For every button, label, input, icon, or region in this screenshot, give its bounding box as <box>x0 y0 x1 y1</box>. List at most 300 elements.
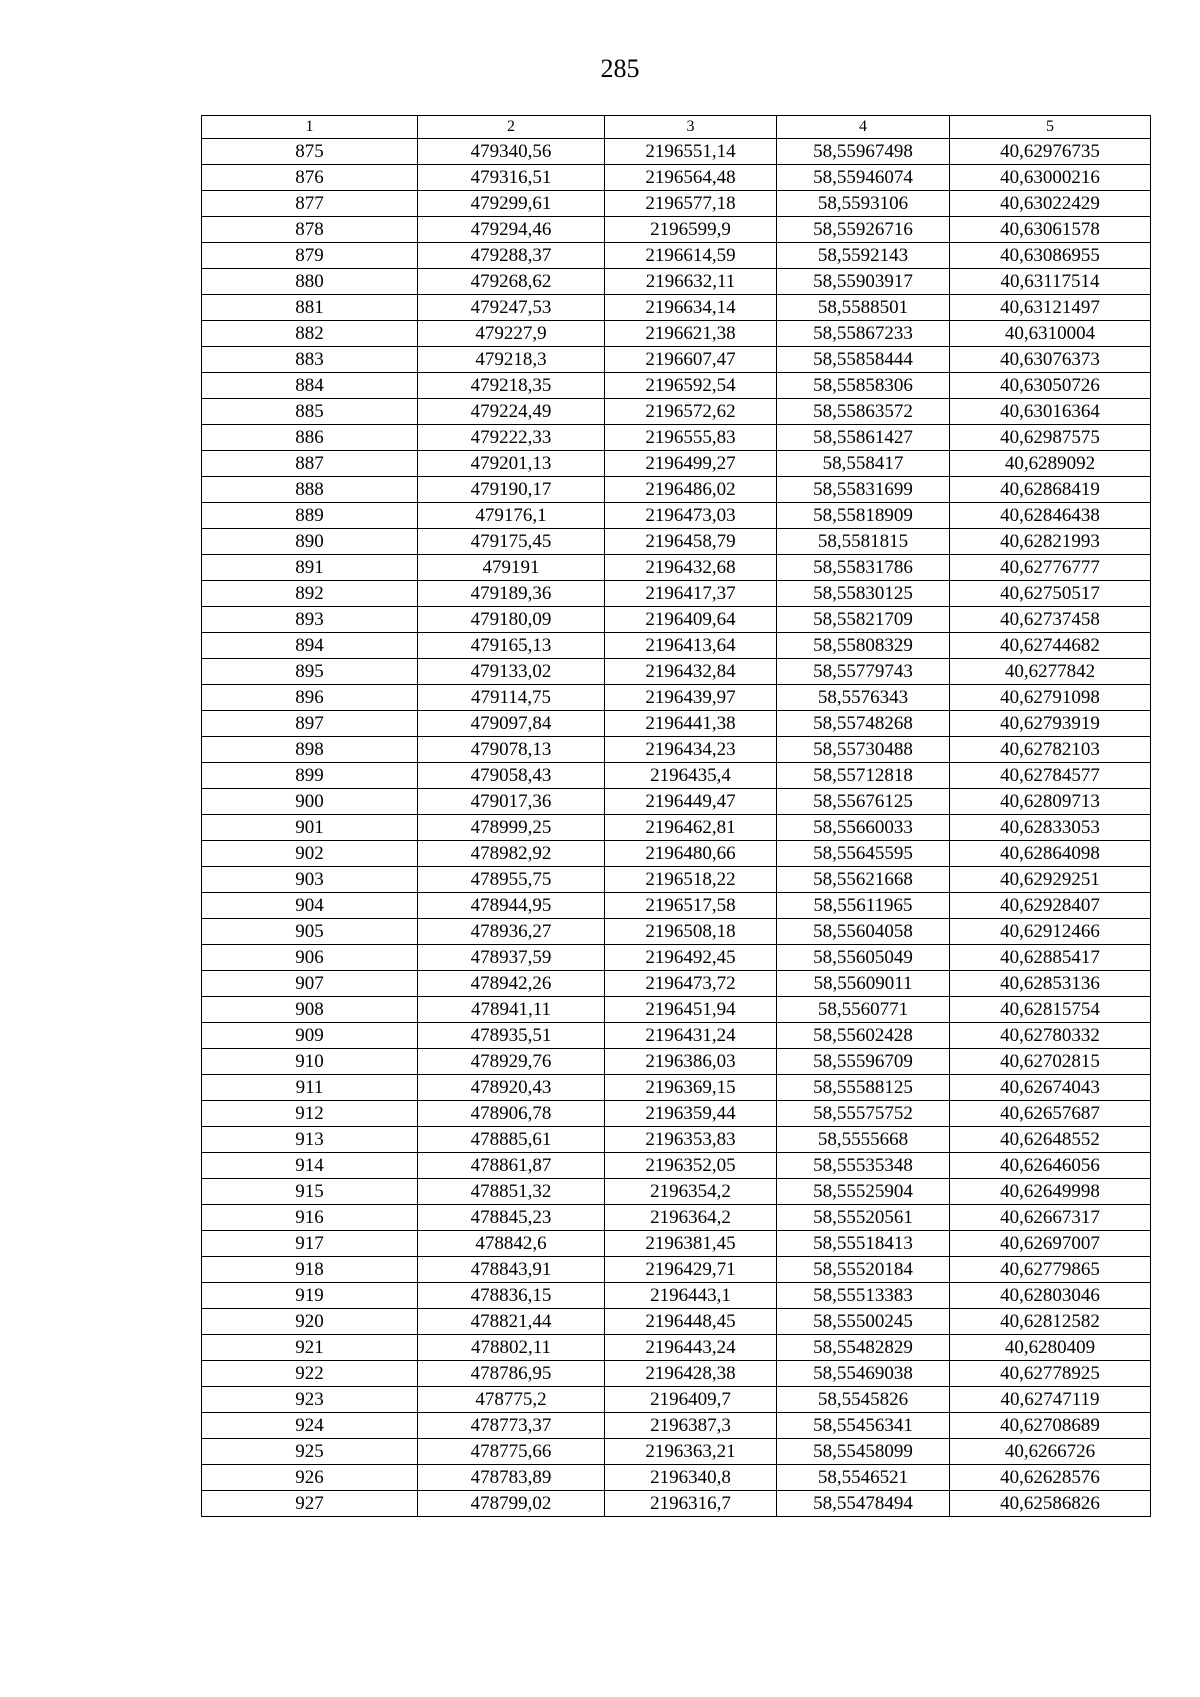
table-cell-col-2: 479114,75 <box>418 685 605 711</box>
column-header-5: 5 <box>950 116 1151 139</box>
table-cell-col-1: 919 <box>202 1283 418 1309</box>
table-cell-col-4: 58,55605049 <box>777 945 950 971</box>
table-cell-col-2: 479316,51 <box>418 165 605 191</box>
table-cell-col-2: 479180,09 <box>418 607 605 633</box>
table-row <box>202 295 1151 321</box>
table-cell-col-5: 40,62744682 <box>950 633 1151 659</box>
table-cell-col-1: 902 <box>202 841 418 867</box>
table-cell-col-3: 2196517,58 <box>605 893 777 919</box>
table-cell-col-2: 479224,49 <box>418 399 605 425</box>
table-cell-col-3: 2196316,7 <box>605 1491 777 1517</box>
table-cell-col-1: 905 <box>202 919 418 945</box>
table-cell-col-5: 40,62648552 <box>950 1127 1151 1153</box>
table-cell-col-5: 40,6266726 <box>950 1439 1151 1465</box>
table-cell-col-3: 2196462,81 <box>605 815 777 841</box>
table-cell-col-4: 58,55611965 <box>777 893 950 919</box>
table-cell-col-3: 2196353,83 <box>605 1127 777 1153</box>
table-cell-col-5: 40,62782103 <box>950 737 1151 763</box>
table-cell-col-2: 478906,78 <box>418 1101 605 1127</box>
table-cell-col-5: 40,62776777 <box>950 555 1151 581</box>
table-cell-col-5: 40,62628576 <box>950 1465 1151 1491</box>
table-cell-col-4: 58,55602428 <box>777 1023 950 1049</box>
table-row <box>202 633 1151 659</box>
table-cell-col-3: 2196359,44 <box>605 1101 777 1127</box>
table-cell-col-4: 58,55779743 <box>777 659 950 685</box>
table-cell-col-5: 40,63076373 <box>950 347 1151 373</box>
table-cell-col-1: 911 <box>202 1075 418 1101</box>
table-cell-col-5: 40,63061578 <box>950 217 1151 243</box>
table-row <box>202 425 1151 451</box>
table-cell-col-3: 2196387,3 <box>605 1413 777 1439</box>
table-row <box>202 1335 1151 1361</box>
table-cell-col-3: 2196518,22 <box>605 867 777 893</box>
table-cell-col-2: 479165,13 <box>418 633 605 659</box>
table-row <box>202 1309 1151 1335</box>
table-cell-col-1: 892 <box>202 581 418 607</box>
table-cell-col-4: 58,55621668 <box>777 867 950 893</box>
table-cell-col-4: 58,55712818 <box>777 763 950 789</box>
table-cell-col-1: 884 <box>202 373 418 399</box>
table-cell-col-4: 58,55946074 <box>777 165 950 191</box>
column-header-1: 1 <box>202 116 418 139</box>
table-row <box>202 607 1151 633</box>
table-cell-col-5: 40,62833053 <box>950 815 1151 841</box>
table-row <box>202 347 1151 373</box>
table-cell-col-4: 58,55926716 <box>777 217 950 243</box>
table-cell-col-1: 922 <box>202 1361 418 1387</box>
table-cell-col-5: 40,62779865 <box>950 1257 1151 1283</box>
table-cell-col-5: 40,62809713 <box>950 789 1151 815</box>
table-cell-col-5: 40,6280409 <box>950 1335 1151 1361</box>
table-cell-col-2: 478861,87 <box>418 1153 605 1179</box>
table-row <box>202 945 1151 971</box>
table-row <box>202 841 1151 867</box>
table-cell-col-3: 2196551,14 <box>605 139 777 165</box>
table-cell-col-5: 40,62929251 <box>950 867 1151 893</box>
table-cell-col-4: 58,55469038 <box>777 1361 950 1387</box>
table-cell-col-3: 2196432,68 <box>605 555 777 581</box>
table-cell-col-4: 58,55858444 <box>777 347 950 373</box>
table-cell-col-5: 40,62793919 <box>950 711 1151 737</box>
table-cell-col-1: 903 <box>202 867 418 893</box>
table-cell-col-1: 924 <box>202 1413 418 1439</box>
table-cell-col-3: 2196577,18 <box>605 191 777 217</box>
table-cell-col-2: 478999,25 <box>418 815 605 841</box>
table-cell-col-3: 2196434,23 <box>605 737 777 763</box>
table-cell-col-5: 40,62697007 <box>950 1231 1151 1257</box>
table-cell-col-4: 58,55821709 <box>777 607 950 633</box>
table-cell-col-3: 2196364,2 <box>605 1205 777 1231</box>
table-cell-col-3: 2196431,24 <box>605 1023 777 1049</box>
table-cell-col-3: 2196363,21 <box>605 1439 777 1465</box>
table-cell-col-3: 2196432,84 <box>605 659 777 685</box>
table-row <box>202 243 1151 269</box>
table-cell-col-2: 478885,61 <box>418 1127 605 1153</box>
table-cell-col-4: 58,55596709 <box>777 1049 950 1075</box>
table-cell-col-1: 899 <box>202 763 418 789</box>
table-cell-col-2: 479133,02 <box>418 659 605 685</box>
table-row <box>202 711 1151 737</box>
table-cell-col-2: 478836,15 <box>418 1283 605 1309</box>
table-cell-col-4: 58,55858306 <box>777 373 950 399</box>
table-cell-col-5: 40,63086955 <box>950 243 1151 269</box>
table-cell-col-5: 40,62815754 <box>950 997 1151 1023</box>
table-cell-col-2: 478775,66 <box>418 1439 605 1465</box>
table-cell-col-2: 478799,02 <box>418 1491 605 1517</box>
table-cell-col-4: 58,55867233 <box>777 321 950 347</box>
coordinates-table <box>201 115 1151 1517</box>
table-cell-col-1: 886 <box>202 425 418 451</box>
table-cell-col-5: 40,62912466 <box>950 919 1151 945</box>
table-cell-col-3: 2196508,18 <box>605 919 777 945</box>
table-cell-col-3: 2196386,03 <box>605 1049 777 1075</box>
table-cell-col-1: 898 <box>202 737 418 763</box>
table-cell-col-5: 40,63000216 <box>950 165 1151 191</box>
table-cell-col-4: 58,55818909 <box>777 503 950 529</box>
table-row <box>202 1049 1151 1075</box>
table-row <box>202 373 1151 399</box>
table-cell-col-4: 58,55645595 <box>777 841 950 867</box>
table-cell-col-1: 893 <box>202 607 418 633</box>
table-cell-col-2: 479191 <box>418 555 605 581</box>
table-row <box>202 217 1151 243</box>
table-cell-col-2: 479294,46 <box>418 217 605 243</box>
table-row <box>202 1205 1151 1231</box>
table-cell-col-3: 2196428,38 <box>605 1361 777 1387</box>
table-row <box>202 555 1151 581</box>
table-cell-col-5: 40,62784577 <box>950 763 1151 789</box>
table-row <box>202 529 1151 555</box>
table-cell-col-3: 2196352,05 <box>605 1153 777 1179</box>
table-cell-col-3: 2196599,9 <box>605 217 777 243</box>
table-cell-col-5: 40,62791098 <box>950 685 1151 711</box>
table-cell-col-3: 2196632,11 <box>605 269 777 295</box>
table-row <box>202 477 1151 503</box>
table-cell-col-1: 918 <box>202 1257 418 1283</box>
table-cell-col-5: 40,62976735 <box>950 139 1151 165</box>
table-cell-col-1: 906 <box>202 945 418 971</box>
table-cell-col-1: 875 <box>202 139 418 165</box>
table-cell-col-3: 2196614,59 <box>605 243 777 269</box>
table-row <box>202 1439 1151 1465</box>
table-cell-col-5: 40,62737458 <box>950 607 1151 633</box>
table-cell-col-4: 58,55967498 <box>777 139 950 165</box>
table-cell-col-3: 2196621,38 <box>605 321 777 347</box>
table-cell-col-1: 880 <box>202 269 418 295</box>
table-cell-col-5: 40,62747119 <box>950 1387 1151 1413</box>
table-cell-col-5: 40,62864098 <box>950 841 1151 867</box>
table-cell-col-2: 479189,36 <box>418 581 605 607</box>
table-cell-col-4: 58,55520184 <box>777 1257 950 1283</box>
table-cell-col-5: 40,63022429 <box>950 191 1151 217</box>
table-cell-col-2: 479247,53 <box>418 295 605 321</box>
table-cell-col-4: 58,55676125 <box>777 789 950 815</box>
table-cell-col-3: 2196443,1 <box>605 1283 777 1309</box>
table-row <box>202 1179 1151 1205</box>
table-row <box>202 1023 1151 1049</box>
table-cell-col-2: 478937,59 <box>418 945 605 971</box>
table-header <box>202 116 1151 139</box>
table-cell-col-4: 58,55520561 <box>777 1205 950 1231</box>
table-cell-col-2: 478843,91 <box>418 1257 605 1283</box>
table-cell-col-2: 478786,95 <box>418 1361 605 1387</box>
table-cell-col-5: 40,62868419 <box>950 477 1151 503</box>
table-cell-col-2: 478845,23 <box>418 1205 605 1231</box>
table-cell-col-1: 896 <box>202 685 418 711</box>
table-row <box>202 1127 1151 1153</box>
table-row <box>202 997 1151 1023</box>
table-cell-col-4: 58,5592143 <box>777 243 950 269</box>
table-cell-col-4: 58,55730488 <box>777 737 950 763</box>
table-row <box>202 1075 1151 1101</box>
table-cell-col-5: 40,62780332 <box>950 1023 1151 1049</box>
table-cell-col-1: 878 <box>202 217 418 243</box>
table-cell-col-3: 2196443,24 <box>605 1335 777 1361</box>
table-cell-col-1: 915 <box>202 1179 418 1205</box>
table-cell-col-1: 913 <box>202 1127 418 1153</box>
table-cell-col-2: 478941,11 <box>418 997 605 1023</box>
table-cell-col-4: 58,55831786 <box>777 555 950 581</box>
table-cell-col-1: 895 <box>202 659 418 685</box>
table-cell-col-3: 2196354,2 <box>605 1179 777 1205</box>
table-cell-col-2: 479218,3 <box>418 347 605 373</box>
table-cell-col-1: 907 <box>202 971 418 997</box>
table-cell-col-3: 2196492,45 <box>605 945 777 971</box>
table-cell-col-5: 40,63121497 <box>950 295 1151 321</box>
table-cell-col-3: 2196409,64 <box>605 607 777 633</box>
table-cell-col-3: 2196409,7 <box>605 1387 777 1413</box>
table-cell-col-5: 40,62708689 <box>950 1413 1151 1439</box>
table-cell-col-3: 2196417,37 <box>605 581 777 607</box>
table-row <box>202 789 1151 815</box>
table-cell-col-5: 40,62821993 <box>950 529 1151 555</box>
table-cell-col-1: 887 <box>202 451 418 477</box>
table-cell-col-5: 40,62750517 <box>950 581 1151 607</box>
table-cell-col-2: 479268,62 <box>418 269 605 295</box>
table-row <box>202 685 1151 711</box>
table-cell-col-2: 479201,13 <box>418 451 605 477</box>
table-cell-col-2: 478955,75 <box>418 867 605 893</box>
table-cell-col-1: 900 <box>202 789 418 815</box>
table-cell-col-2: 479340,56 <box>418 139 605 165</box>
table-cell-col-2: 479218,35 <box>418 373 605 399</box>
column-header-2: 2 <box>418 116 605 139</box>
table-cell-col-5: 40,63050726 <box>950 373 1151 399</box>
table-cell-col-2: 478775,2 <box>418 1387 605 1413</box>
table-row <box>202 659 1151 685</box>
table-cell-col-1: 877 <box>202 191 418 217</box>
table-row <box>202 321 1151 347</box>
table-row <box>202 763 1151 789</box>
table-cell-col-3: 2196572,62 <box>605 399 777 425</box>
table-cell-col-1: 923 <box>202 1387 418 1413</box>
table-cell-col-4: 58,55500245 <box>777 1309 950 1335</box>
table-row <box>202 1257 1151 1283</box>
table-cell-col-3: 2196413,64 <box>605 633 777 659</box>
table-cell-col-5: 40,62853136 <box>950 971 1151 997</box>
table-cell-col-1: 897 <box>202 711 418 737</box>
table-cell-col-2: 478842,6 <box>418 1231 605 1257</box>
table-row <box>202 1491 1151 1517</box>
header-row <box>202 116 1151 139</box>
table-row <box>202 581 1151 607</box>
table-cell-col-1: 927 <box>202 1491 418 1517</box>
table-cell-col-1: 885 <box>202 399 418 425</box>
table-cell-col-4: 58,5576343 <box>777 685 950 711</box>
table-cell-col-1: 908 <box>202 997 418 1023</box>
table-cell-col-4: 58,55518413 <box>777 1231 950 1257</box>
table-cell-col-1: 910 <box>202 1049 418 1075</box>
table-cell-col-3: 2196369,15 <box>605 1075 777 1101</box>
table-cell-col-2: 478936,27 <box>418 919 605 945</box>
table-cell-col-3: 2196381,45 <box>605 1231 777 1257</box>
table-cell-col-5: 40,62885417 <box>950 945 1151 971</box>
table-cell-col-3: 2196441,38 <box>605 711 777 737</box>
table-cell-col-5: 40,62803046 <box>950 1283 1151 1309</box>
table-cell-col-4: 58,55513383 <box>777 1283 950 1309</box>
table-cell-col-5: 40,62987575 <box>950 425 1151 451</box>
table-cell-col-4: 58,5560771 <box>777 997 950 1023</box>
table-row <box>202 503 1151 529</box>
table-cell-col-4: 58,55660033 <box>777 815 950 841</box>
table-cell-col-2: 478821,44 <box>418 1309 605 1335</box>
table-cell-col-1: 879 <box>202 243 418 269</box>
table-cell-col-4: 58,55861427 <box>777 425 950 451</box>
table-row <box>202 139 1151 165</box>
table-cell-col-2: 478942,26 <box>418 971 605 997</box>
table-row <box>202 1413 1151 1439</box>
table-cell-col-1: 889 <box>202 503 418 529</box>
table-row <box>202 451 1151 477</box>
table-cell-col-3: 2196499,27 <box>605 451 777 477</box>
table-cell-col-1: 909 <box>202 1023 418 1049</box>
table-cell-col-4: 58,55830125 <box>777 581 950 607</box>
table-cell-col-2: 479097,84 <box>418 711 605 737</box>
table-cell-col-3: 2196451,94 <box>605 997 777 1023</box>
table-cell-col-5: 40,62646056 <box>950 1153 1151 1179</box>
table-cell-col-5: 40,62702815 <box>950 1049 1151 1075</box>
table-cell-col-1: 912 <box>202 1101 418 1127</box>
table-cell-col-3: 2196564,48 <box>605 165 777 191</box>
table-cell-col-3: 2196473,03 <box>605 503 777 529</box>
table-cell-col-1: 891 <box>202 555 418 581</box>
table-cell-col-3: 2196435,4 <box>605 763 777 789</box>
table-cell-col-4: 58,55575752 <box>777 1101 950 1127</box>
table-cell-col-3: 2196607,47 <box>605 347 777 373</box>
table-cell-col-1: 883 <box>202 347 418 373</box>
table-row <box>202 971 1151 997</box>
table-cell-col-4: 58,55863572 <box>777 399 950 425</box>
table-cell-col-2: 478982,92 <box>418 841 605 867</box>
table-cell-col-4: 58,5555668 <box>777 1127 950 1153</box>
table-cell-col-2: 479017,36 <box>418 789 605 815</box>
table-cell-col-2: 479175,45 <box>418 529 605 555</box>
table-cell-col-4: 58,5545826 <box>777 1387 950 1413</box>
table-cell-col-1: 890 <box>202 529 418 555</box>
table-cell-col-3: 2196429,71 <box>605 1257 777 1283</box>
table-cell-col-2: 478929,76 <box>418 1049 605 1075</box>
table-cell-col-5: 40,6310004 <box>950 321 1151 347</box>
table-row <box>202 815 1151 841</box>
table-row <box>202 191 1151 217</box>
table-cell-col-5: 40,6289092 <box>950 451 1151 477</box>
table-row <box>202 1387 1151 1413</box>
table-cell-col-4: 58,55609011 <box>777 971 950 997</box>
table-cell-col-2: 479299,61 <box>418 191 605 217</box>
table-cell-col-1: 920 <box>202 1309 418 1335</box>
table-cell-col-2: 478944,95 <box>418 893 605 919</box>
table-cell-col-2: 478920,43 <box>418 1075 605 1101</box>
table-cell-col-3: 2196449,47 <box>605 789 777 815</box>
table-cell-col-3: 2196340,8 <box>605 1465 777 1491</box>
table-cell-col-4: 58,5581815 <box>777 529 950 555</box>
table-cell-col-2: 478783,89 <box>418 1465 605 1491</box>
table-row <box>202 1101 1151 1127</box>
table-cell-col-3: 2196486,02 <box>605 477 777 503</box>
table-cell-col-5: 40,62928407 <box>950 893 1151 919</box>
table-cell-col-4: 58,55748268 <box>777 711 950 737</box>
table-row <box>202 893 1151 919</box>
table-cell-col-3: 2196473,72 <box>605 971 777 997</box>
table-cell-col-1: 894 <box>202 633 418 659</box>
table-cell-col-3: 2196448,45 <box>605 1309 777 1335</box>
table-cell-col-3: 2196439,97 <box>605 685 777 711</box>
table-cell-col-4: 58,5593106 <box>777 191 950 217</box>
table-cell-col-1: 876 <box>202 165 418 191</box>
table-row <box>202 919 1151 945</box>
table-cell-col-4: 58,55535348 <box>777 1153 950 1179</box>
table-row <box>202 399 1151 425</box>
table-cell-col-1: 921 <box>202 1335 418 1361</box>
table-row <box>202 1231 1151 1257</box>
table-cell-col-4: 58,55903917 <box>777 269 950 295</box>
table-cell-col-4: 58,55588125 <box>777 1075 950 1101</box>
table-cell-col-1: 904 <box>202 893 418 919</box>
table-cell-col-2: 478935,51 <box>418 1023 605 1049</box>
table-cell-col-5: 40,63117514 <box>950 269 1151 295</box>
column-header-3: 3 <box>605 116 777 139</box>
table-cell-col-3: 2196555,83 <box>605 425 777 451</box>
table-cell-col-2: 479190,17 <box>418 477 605 503</box>
table-cell-col-3: 2196592,54 <box>605 373 777 399</box>
table-cell-col-4: 58,55456341 <box>777 1413 950 1439</box>
table-row <box>202 1361 1151 1387</box>
table-cell-col-5: 40,62812582 <box>950 1309 1151 1335</box>
table-cell-col-4: 58,55831699 <box>777 477 950 503</box>
table-cell-col-1: 881 <box>202 295 418 321</box>
table-cell-col-2: 478802,11 <box>418 1335 605 1361</box>
table-cell-col-2: 479058,43 <box>418 763 605 789</box>
table-cell-col-1: 916 <box>202 1205 418 1231</box>
table-row <box>202 269 1151 295</box>
table-cell-col-4: 58,55482829 <box>777 1335 950 1361</box>
table-cell-col-2: 479288,37 <box>418 243 605 269</box>
table-cell-col-1: 914 <box>202 1153 418 1179</box>
table-cell-col-4: 58,55458099 <box>777 1439 950 1465</box>
table-cell-col-1: 925 <box>202 1439 418 1465</box>
table-row <box>202 1153 1151 1179</box>
table-cell-col-1: 882 <box>202 321 418 347</box>
table-cell-col-5: 40,62667317 <box>950 1205 1151 1231</box>
table-cell-col-4: 58,55478494 <box>777 1491 950 1517</box>
table-cell-col-2: 478851,32 <box>418 1179 605 1205</box>
table-cell-col-5: 40,63016364 <box>950 399 1151 425</box>
table-cell-col-5: 40,6277842 <box>950 659 1151 685</box>
table-row <box>202 1283 1151 1309</box>
table-cell-col-2: 479222,33 <box>418 425 605 451</box>
table-cell-col-2: 479176,1 <box>418 503 605 529</box>
table-cell-col-5: 40,62674043 <box>950 1075 1151 1101</box>
